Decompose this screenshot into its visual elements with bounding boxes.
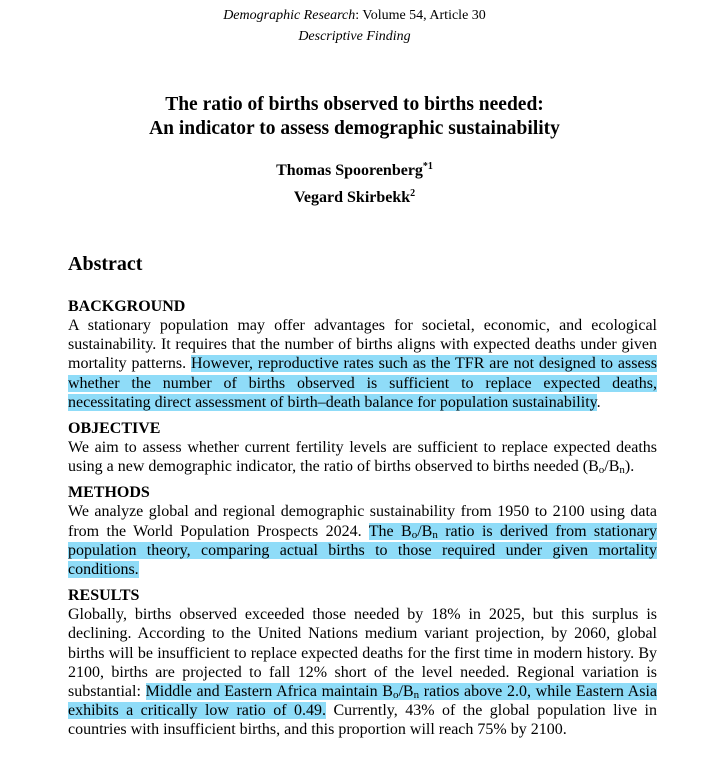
objective-sub-n: n (619, 464, 625, 477)
results-sub-n: n (413, 689, 420, 702)
author-list (0, 157, 709, 211)
objective-text-2: ). (624, 458, 635, 476)
background-text-2: . (596, 393, 601, 411)
results-sub-o: o (392, 689, 399, 702)
article-type: Descriptive Finding (298, 29, 411, 44)
author-1-name: Thomas Spoorenberg (276, 162, 423, 179)
results-text-2: Currently, 43% of the global population live in countries with insufficient births, and this proportion will reach 75% by 2100. (68, 702, 657, 739)
paper-title (0, 93, 709, 141)
author-2-name: Vegard Skirbekk (293, 189, 411, 206)
author-1 (0, 157, 709, 184)
author-1-affiliation: *1 (422, 161, 433, 172)
journal-name: Demographic Research (223, 8, 356, 23)
methods-heading: METHODS (68, 484, 150, 502)
abstract-heading: Abstract (68, 253, 143, 275)
background-heading: BACKGROUND (68, 298, 186, 315)
methods-text[interactable] (68, 502, 657, 579)
background-highlight[interactable]: However, reproductive rates such as the TFR are not designed to assess whether the number of births observed is sufficient to replace expected deaths, necessitating direct assessment of birth–death balance for population sustainability (68, 355, 657, 411)
methods-sub-o: o (411, 528, 418, 541)
objective-sub-o: o (598, 464, 605, 477)
results-hl-c: ratios above 2.0, while Eastern Asia exhibits a critically low ratio of 0.49. (68, 683, 657, 720)
results-hl-a: Middle and Eastern Africa maintain B (145, 683, 393, 701)
abstract-body (68, 297, 657, 740)
results-text-1: Globally, births observed exceeded those needed by 18% in 2025, but this surplus is declining. According to the United Nations medium variant projection, by 2060, global births will be insufficient to replace expected deaths for the first time in modern history. By 2100, births are projected to fall 12% short of the level needed. Regional variation is substantial: (68, 606, 657, 701)
paper-page (0, 5, 709, 760)
objective-text[interactable] (68, 438, 657, 476)
results-heading: RESULTS (68, 587, 140, 605)
author-2-affiliation: 2 (410, 188, 416, 199)
journal-header (0, 5, 709, 47)
objective-slash: /B (604, 458, 620, 476)
results-text[interactable] (68, 605, 657, 739)
background-text-1: A stationary population may offer advantages for societal, economic, and ecological sustainability. It requires that the number of births aligns with expected deaths under given mortality patterns. (68, 317, 657, 373)
results-hl-b: /B (398, 683, 414, 701)
methods-sub-n: n (432, 528, 438, 541)
methods-text-1: We analyze global and regional demographic sustainability from 1950 to 2100 using data from the World Population Prospects 2024. (68, 503, 657, 540)
objective-heading: OBJECTIVE (68, 420, 161, 438)
author-2 (0, 184, 709, 211)
objective-text-1: We aim to assess whether current fertility levels are sufficient to replace expected deaths using a new demographic indicator, the ratio of births observed to births needed (B (68, 439, 657, 476)
journal-line (0, 5, 709, 26)
methods-hl-b: /B (417, 522, 433, 540)
methods-hl-c: ratio is derived from stationary population theory, comparing actual births to those required under given mortality conditions. (68, 522, 658, 579)
methods-hl-a: The B (368, 522, 412, 540)
title-line-2: An indicator to assess demographic sustainability (149, 118, 560, 139)
volume-info: : Volume 54, Article 30 (355, 8, 486, 23)
background-text[interactable] (68, 316, 657, 412)
title-line-1: The ratio of births observed to births needed: (165, 94, 544, 115)
